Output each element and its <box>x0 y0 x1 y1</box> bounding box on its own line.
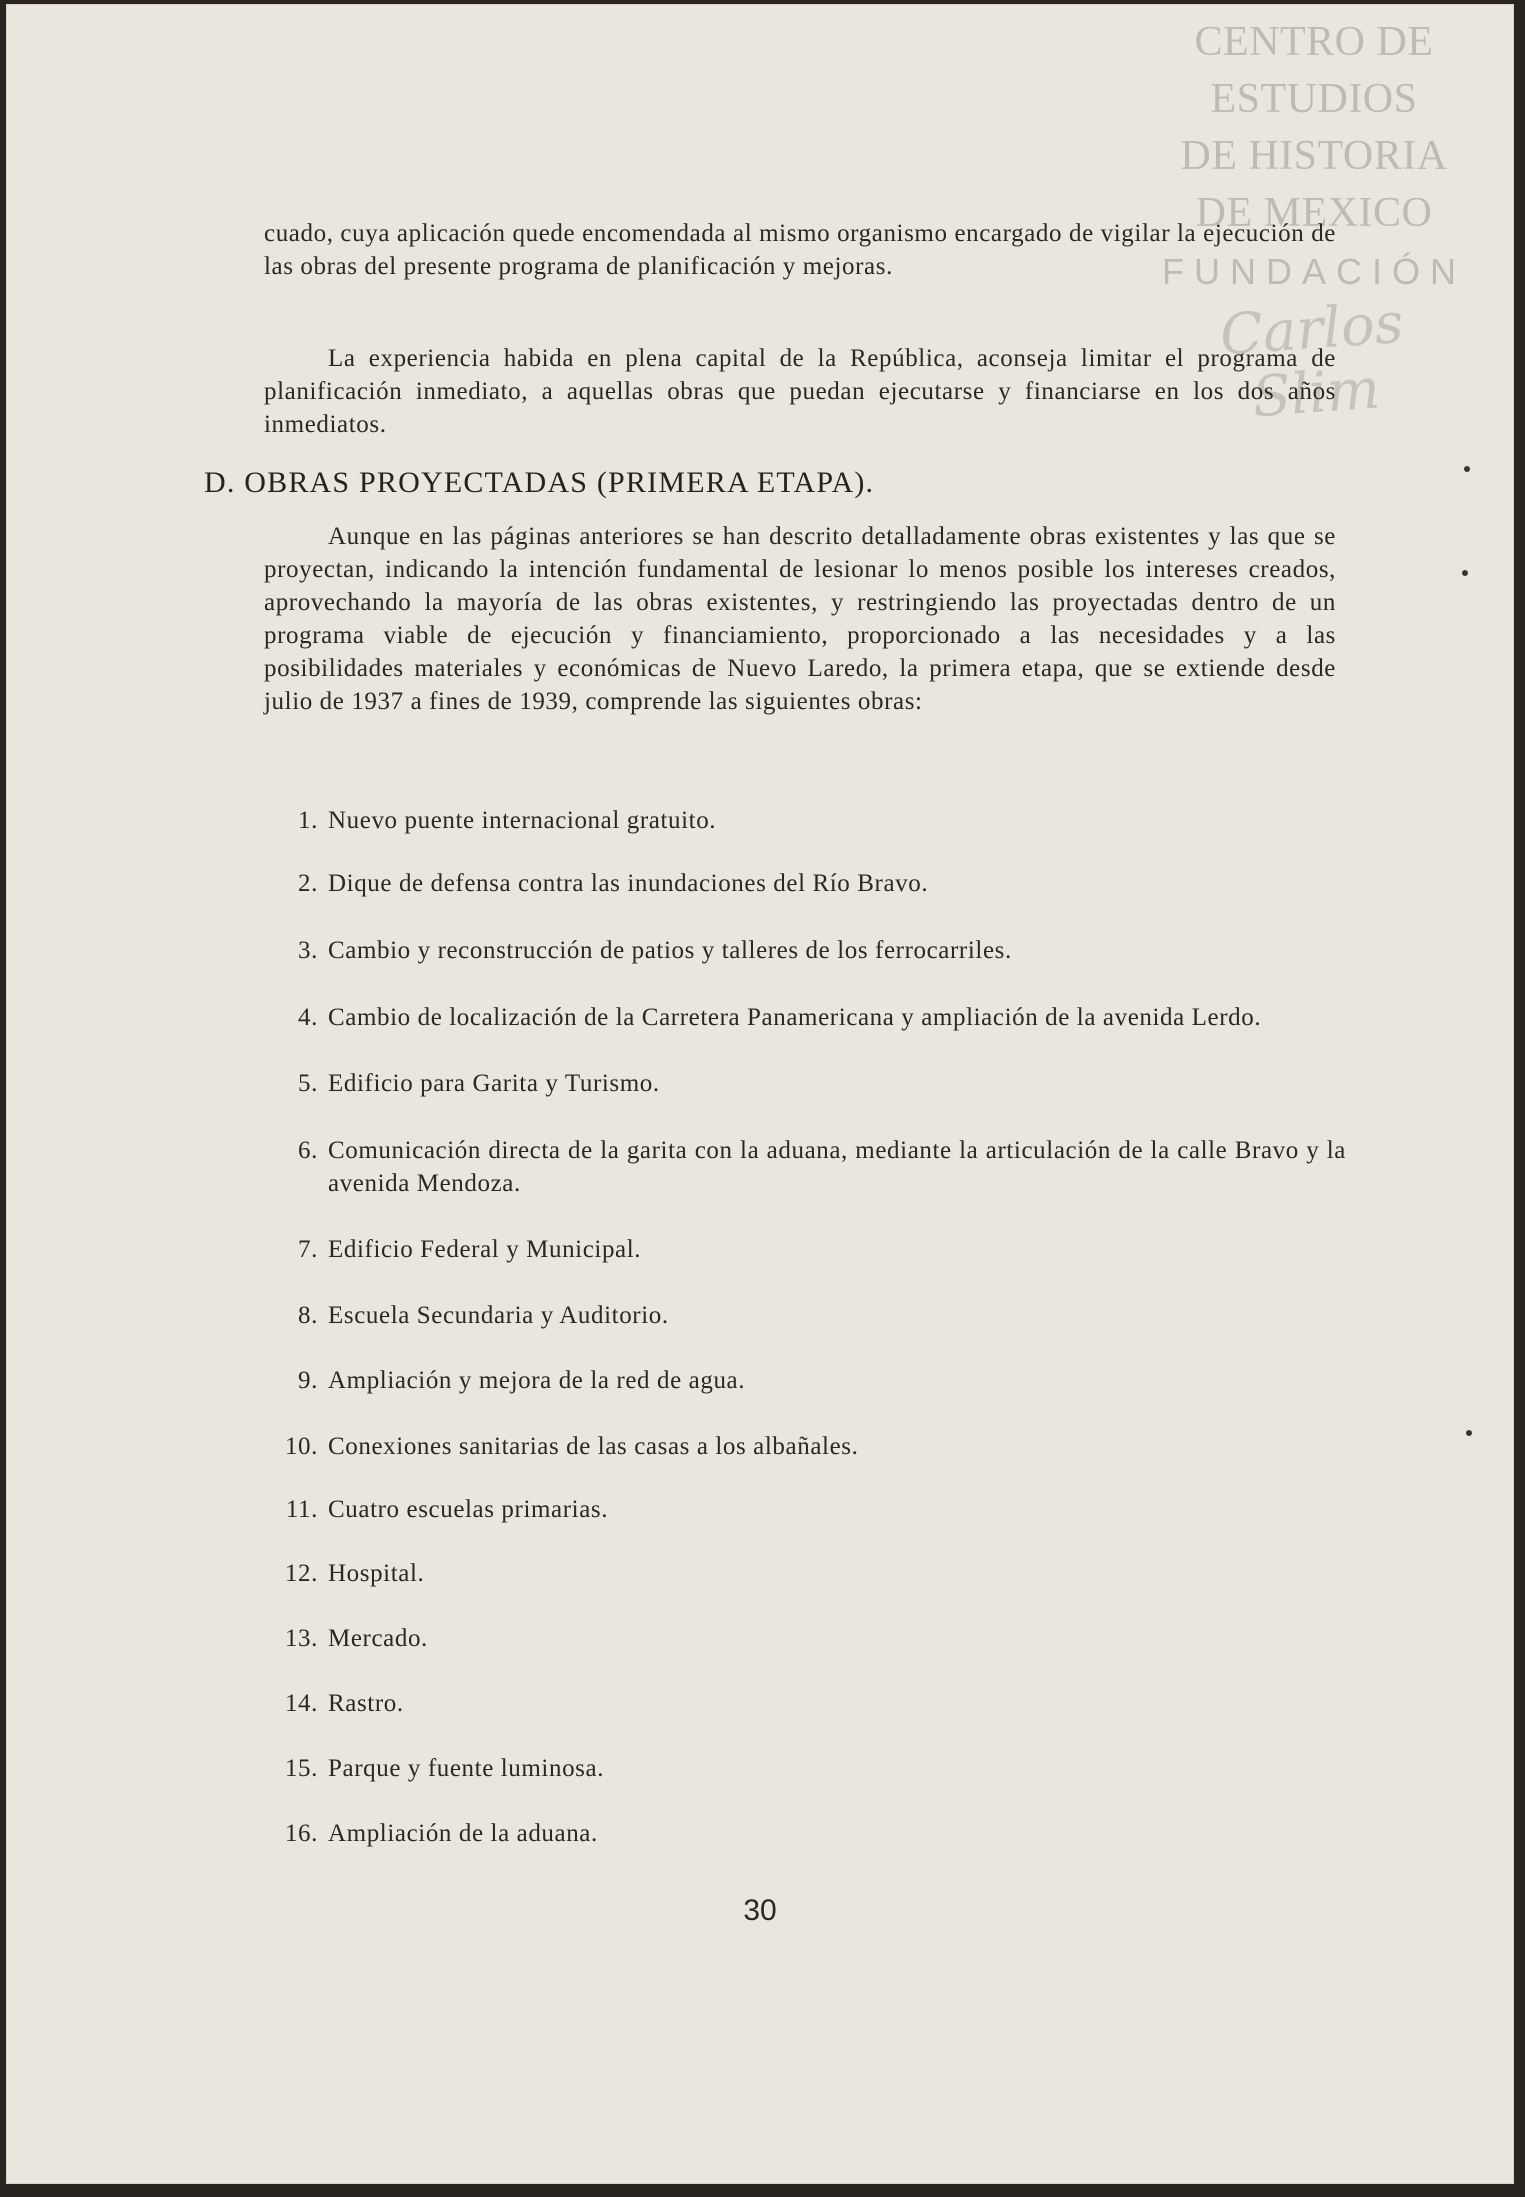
list-item <box>246 1493 1346 1526</box>
list-item <box>246 1752 1346 1785</box>
list-text: Dique de defensa contra las inundaciones del Río Bravo. <box>328 870 929 897</box>
list-number: 11. <box>285 1496 318 1523</box>
list-text: Parque y fuente luminosa. <box>328 1755 605 1782</box>
list-text: Edificio para Garita y Turismo. <box>328 1070 660 1097</box>
list-item <box>246 1233 1346 1266</box>
list-text: Escuela Secundaria y Auditorio. <box>328 1302 669 1329</box>
list-text: Cambio y reconstrucción de patios y talleres de los ferrocarriles. <box>328 937 1012 964</box>
document-page <box>6 4 1514 2184</box>
watermark-line: ESTUDIOS <box>1210 76 1418 122</box>
margin-speck <box>1462 570 1468 576</box>
list-number: 5. <box>298 1070 318 1097</box>
list-item <box>246 1430 1346 1463</box>
watermark-fundacion: FUNDACIÓN <box>1162 251 1466 292</box>
list-text: Comunicación directa de la garita con la aduana, mediante la articulación de la calle Bravo y la avenida Mendoza. <box>328 1137 1346 1197</box>
list-number: 15. <box>284 1755 318 1782</box>
watermark-line: CENTRO DE <box>1194 19 1434 65</box>
watermark-line: DE HISTORIA <box>1180 133 1448 179</box>
list-item <box>246 1364 1346 1397</box>
list-number: 7. <box>298 1236 318 1263</box>
margin-speck <box>1466 1430 1472 1436</box>
list-text: Mercado. <box>328 1625 428 1652</box>
list-item <box>246 1001 1346 1034</box>
list-item <box>246 1622 1346 1655</box>
list-item <box>246 1134 1346 1200</box>
list-text: Cambio de localización de la Carretera Panamericana y ampliación de la avenida Lerdo. <box>328 1004 1262 1031</box>
list-number: 4. <box>298 1004 318 1031</box>
list-item <box>246 1557 1346 1590</box>
list-number: 14. <box>284 1690 318 1717</box>
list-item <box>246 1067 1346 1100</box>
list-text: Edificio Federal y Municipal. <box>328 1236 642 1263</box>
list-item <box>246 1299 1346 1332</box>
list-number: 9. <box>298 1367 318 1394</box>
list-number: 10. <box>284 1433 318 1460</box>
list-number: 12. <box>284 1560 318 1587</box>
list-number: 6. <box>298 1137 318 1164</box>
list-text: Rastro. <box>328 1690 404 1717</box>
list-item <box>246 934 1346 967</box>
list-text: Nuevo puente internacional gratuito. <box>328 807 717 834</box>
list-text: Conexiones sanitarias de las casas a los albañales. <box>328 1433 859 1460</box>
list-number: 2. <box>298 870 318 897</box>
margin-speck <box>1464 466 1470 472</box>
list-number: 8. <box>298 1302 318 1329</box>
section-intro: Aunque en las páginas anteriores se han descrito detalladamente obras existentes y las que se proyectan, indicando la intención fundamental de lesionar lo menos posible los intereses creados, aprovechando la mayoría de las obras existentes, y restringiendo las proyectadas dentro de un programa viable de ejecución y financiamiento, proporcionado a las necesidades y a las posibilidades materiales y económicas de Nuevo Laredo, la primera etapa, que se extiende desde julio de 1937 a fines de 1939, comprende las siguientes obras: <box>264 523 1336 715</box>
list-number: 16. <box>284 1820 318 1847</box>
paragraph-continuation: cuado, cuya aplicación quede encomendada al mismo organismo encargado de vigilar la ejecución de las obras del presente programa de planificación y mejoras. <box>264 220 1336 280</box>
page-number: 30 <box>743 1894 777 1927</box>
list-item <box>246 804 1346 837</box>
list-number: 3. <box>298 937 318 964</box>
list-text: Ampliación de la aduana. <box>328 1820 598 1847</box>
works-list <box>246 804 1346 1850</box>
list-number: 13. <box>284 1625 318 1652</box>
list-item <box>246 867 1346 900</box>
paragraph-experience: La experiencia habida en plena capital de la República, aconseja limitar el programa de planificación inmediato, a aquellas obras que puedan ejecutarse y financiarse en los dos años inmediatos. <box>264 345 1336 438</box>
watermark-line: DE MEXICO <box>1195 190 1433 236</box>
list-number: 1. <box>298 807 318 834</box>
list-item <box>246 1687 1346 1720</box>
list-text: Ampliación y mejora de la red de agua. <box>328 1367 746 1394</box>
list-item <box>246 1817 1346 1850</box>
list-text: Hospital. <box>328 1560 425 1587</box>
watermark-signature: Carlos Slim <box>1218 290 1406 431</box>
list-text: Cuatro escuelas primarias. <box>328 1496 609 1523</box>
section-heading: D. OBRAS PROYECTADAS (PRIMERA ETAPA). <box>204 466 875 499</box>
